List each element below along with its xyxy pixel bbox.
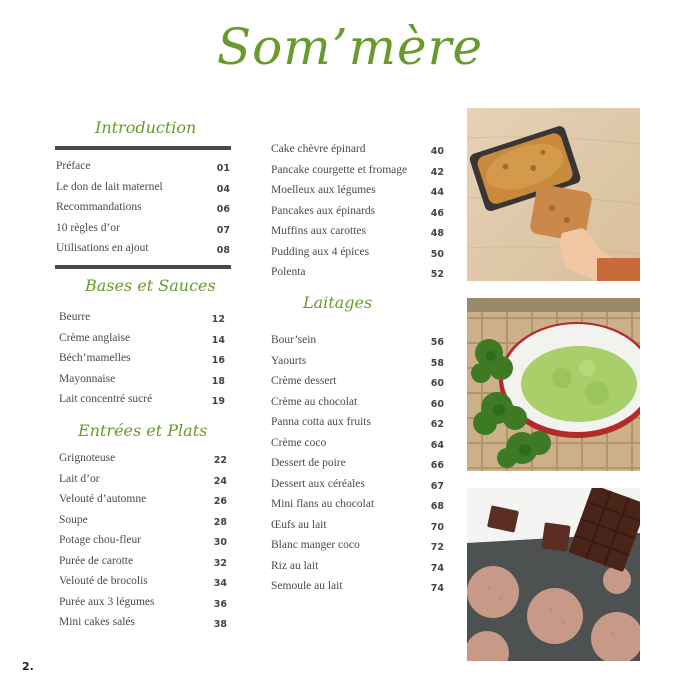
section-rule-top — [55, 146, 231, 150]
toc-entry-label: Dessert de poire — [271, 457, 346, 469]
toc-entry-label: Crème coco — [271, 436, 327, 449]
section-title-bases: Bases et Sauces — [85, 276, 216, 295]
toc-entry-label: Panna cotta aux fruits — [271, 416, 371, 428]
toc-entry-page: 62 — [430, 419, 444, 430]
toc-entry-label: Mini flans au chocolat — [271, 498, 375, 510]
toc-entry-label: Bour’sein — [271, 334, 317, 346]
toc-entry-page: 42 — [430, 166, 444, 178]
toc-entry-page: 18 — [211, 375, 225, 387]
toc-entry-label: Cake chèvre épinard — [271, 143, 366, 155]
toc-entry-page: 01 — [216, 163, 230, 174]
toc-entry-label: Potage chou-fleur — [59, 534, 142, 546]
toc-entry-page: 06 — [216, 204, 230, 215]
toc-entry-label: Blanc manger coco — [271, 539, 360, 551]
toc-entry-label: Grignoteuse — [59, 452, 116, 464]
toc-entry-page: 74 — [430, 562, 444, 574]
toc-entry-page: 50 — [430, 248, 444, 260]
toc-entry-label: Préface — [56, 160, 91, 172]
toc-entry-label: Purée aux 3 légumes — [59, 595, 155, 608]
toc-entry-label: Mini cakes salés — [59, 616, 136, 628]
toc-entry-page: 40 — [430, 146, 444, 157]
toc-entry-label: Yaourts — [271, 354, 307, 367]
toc-entry-label: Pancake courgette et fromage — [271, 163, 408, 176]
toc-entry-label: Muffins aux carottes — [271, 225, 366, 237]
toc-entry-label: Crème anglaise — [59, 331, 131, 344]
toc-entry-label: Dessert aux céréales — [271, 477, 365, 490]
toc-entry-page: 67 — [430, 480, 444, 492]
toc-entry-label: Beurre — [59, 311, 91, 323]
toc-entry-page: 48 — [430, 228, 444, 239]
toc-entry-page: 68 — [430, 501, 444, 512]
toc-entry-page: 60 — [430, 398, 444, 410]
toc-entry-page: 66 — [430, 460, 444, 471]
toc-entry-label: Mayonnaise — [59, 372, 116, 385]
page-number: 2. — [22, 660, 34, 673]
toc-entry-page: 30 — [213, 537, 227, 548]
toc-entry-label: Purée de carotte — [59, 554, 134, 567]
toc-entry-label: Riz au lait — [271, 559, 319, 572]
toc-entry-label: Lait concentré sucré — [59, 393, 153, 405]
toc-entry-page: 32 — [213, 557, 227, 569]
toc-entry-page: 19 — [211, 396, 225, 407]
toc-entry-label: Semoule au lait — [271, 580, 343, 592]
toc-entry-page: 34 — [213, 578, 227, 589]
broccoli-puree-photo — [467, 298, 640, 471]
toc-entry-page: 12 — [211, 314, 225, 325]
toc-entry-label: Pancakes aux épinards — [271, 204, 376, 217]
toc-entry-label: Crème au chocolat — [271, 395, 358, 408]
toc-entry-label: Moelleux aux légumes — [271, 184, 376, 196]
toc-entry-page: 64 — [430, 439, 444, 451]
page-title: Som’mère — [216, 18, 484, 76]
toc-entry-page: 56 — [430, 337, 444, 348]
toc-entry-page: 70 — [430, 521, 444, 533]
toc-entry-page: 08 — [216, 245, 230, 256]
toc-entry-page: 07 — [216, 224, 230, 236]
section-title-introduction: Introduction — [95, 118, 197, 137]
toc-entry-label: Lait d’or — [59, 472, 100, 485]
toc-entry-page: 26 — [213, 496, 227, 507]
toc-entry-page: 16 — [211, 355, 225, 366]
toc-entry-label: Velouté d’automne — [59, 493, 147, 505]
toc-entry-label: Utilisations en ajout — [56, 242, 149, 254]
toc-entry-page: 58 — [430, 357, 444, 369]
toc-entry-label: Soupe — [59, 513, 88, 526]
toc-entry-label: Œufs au lait — [271, 518, 327, 531]
toc-entry-page: 36 — [213, 598, 227, 610]
toc-entry-page: 38 — [213, 619, 227, 630]
toc-entry-label: Pudding aux 4 épices — [271, 245, 370, 258]
loaf-cake-photo — [467, 108, 640, 281]
toc-entry-page: 14 — [211, 334, 225, 346]
toc-entry-page: 72 — [430, 542, 444, 553]
toc-entry-label: 10 règles d’or — [56, 221, 120, 234]
toc-entry-page: 28 — [213, 516, 227, 528]
toc-entry-page: 60 — [430, 378, 444, 389]
toc-entry-label: Le don de lait maternel — [56, 180, 163, 193]
toc-entry-page: 22 — [213, 455, 227, 466]
toc-entry-page: 44 — [430, 187, 444, 198]
toc-entry-label: Recommandations — [56, 201, 142, 213]
toc-entry-label: Béch’mamelles — [59, 352, 131, 364]
toc-entry-page: 24 — [213, 475, 227, 487]
toc-entry-page: 46 — [430, 207, 444, 219]
toc-entry-page: 74 — [430, 583, 444, 594]
toc-entry-label: Velouté de brocolis — [59, 575, 148, 587]
toc-entry-page: 52 — [430, 269, 444, 280]
section-title-entrees: Entrées et Plats — [78, 421, 208, 440]
toc-entry-page: 04 — [216, 183, 230, 195]
section-title-laitages: Laitages — [303, 293, 373, 312]
toc-entry-label: Polenta — [271, 266, 306, 278]
toc-entry-label: Crème dessert — [271, 375, 337, 387]
section-rule-bottom — [55, 265, 231, 269]
chocolate-pancakes-photo — [467, 488, 640, 661]
